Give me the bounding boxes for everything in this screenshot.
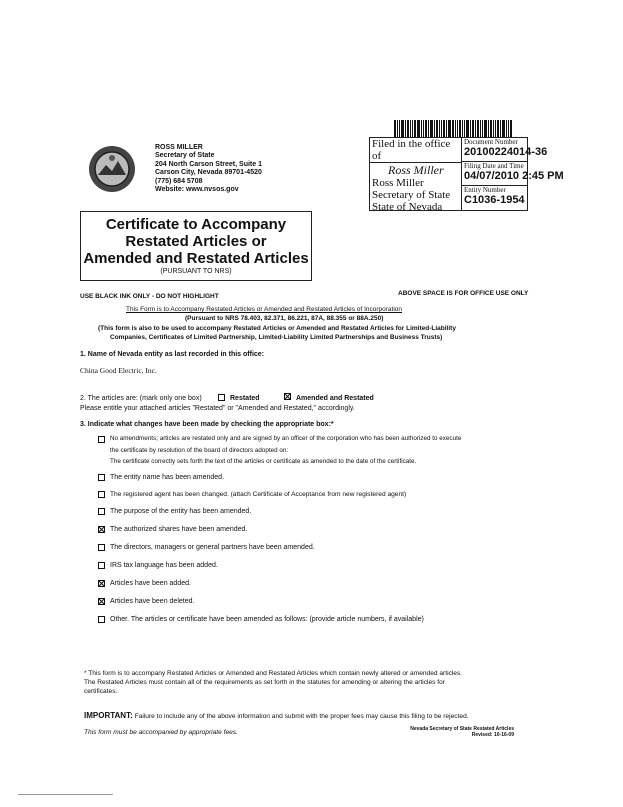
document-number-cell [462, 138, 548, 162]
registered-agent-checkbox[interactable] [98, 491, 105, 498]
change-option-label: The purpose of the entity has been amended. [110, 508, 252, 515]
header-line: 204 North Carson Street, Suite 1 [155, 160, 262, 168]
entity-name-value: China Good Electric, Inc. [80, 366, 157, 375]
form-title-line: Certificate to Accompany [105, 216, 287, 233]
entity-number: C1036-1954 [464, 194, 525, 206]
articles-deleted-checkbox[interactable] [98, 598, 105, 605]
change-option-label: Other. The articles or certificate have been amended as follows: (provide article numbers, if available) [110, 616, 424, 623]
document-number-label: Document Number [464, 138, 518, 146]
barcode [394, 120, 518, 138]
header-line: Website: www.nvsos.gov [155, 186, 239, 194]
official-line: State of Nevada [372, 201, 443, 213]
directors-amended-checkbox[interactable] [98, 544, 105, 551]
header-line: Carson City, Nevada 89701-4520 [155, 169, 262, 177]
page-rule [18, 794, 113, 795]
entity-number-cell [462, 186, 527, 209]
official-line: Ross Miller [372, 177, 424, 189]
change-option-label: Articles have been added. [110, 580, 191, 587]
signature: Ross Miller [388, 163, 444, 177]
change-option-label: IRS tax language has been added. [110, 562, 218, 569]
filing-date-cell [462, 162, 564, 186]
important-text: Failure to include any of the above information and submit with the proper fees may cause this filing to be rejected. [134, 713, 469, 720]
changes-label: 3. Indicate what changes have been made by checking the appropriate box:* [80, 421, 334, 428]
change-option-label: The authorized shares have been amended. [110, 526, 248, 533]
authorized-shares-checkbox[interactable] [98, 526, 105, 533]
form-title-line: Restated Articles or [125, 233, 267, 250]
intro-line: (Pursuant to NRS 78.403, 82.371, 86.221, 87A, 88.355 or 88A.250) [185, 315, 384, 322]
form-source: Nevada Secretary of State Restated Articles [410, 726, 514, 732]
office-use-notice: ABOVE SPACE IS FOR OFFICE USE ONLY [398, 290, 529, 297]
irs-language-checkbox[interactable] [98, 562, 105, 569]
filed-in-label: Filed in the office of [370, 138, 461, 163]
change-option-label: Articles have been deleted. [110, 598, 195, 605]
change-option-label: The directors, managers or general partners have been amended. [110, 544, 315, 551]
state-seal-icon [88, 145, 136, 193]
filing-office-cell [370, 138, 462, 213]
form-revision [404, 726, 514, 738]
restated-checkbox[interactable] [218, 394, 225, 401]
form-title-line: Amended and Restated Articles [83, 250, 309, 267]
official-line: Secretary of State [372, 189, 451, 201]
other-checkbox[interactable] [98, 616, 105, 623]
intro-line: Companies, Certificates of Limited Partnership, Limited-Liability Limited Partnerships and Business Trusts) [110, 334, 443, 341]
header-line: ROSS MILLER [155, 144, 203, 151]
form-subtitle: (PURSUANT TO NRS) [160, 268, 232, 275]
filing-numbers [462, 138, 564, 210]
secretary-of-state-header [155, 144, 262, 194]
entity-number-label: Entity Number [464, 186, 506, 194]
important-label: IMPORTANT: [84, 711, 133, 720]
articles-type-label: 2. The articles are: (mark only one box) [80, 395, 202, 402]
entity-name-amended-checkbox[interactable] [98, 474, 105, 481]
header-line: (775) 684 5708 [155, 177, 203, 185]
filing-date: 04/07/2010 2:45 PM [464, 170, 564, 182]
articles-added-checkbox[interactable] [98, 580, 105, 587]
change-option-label: The registered agent has been changed. (attach Certificate of Acceptance from new registered agent) [110, 491, 407, 498]
articles-type-note: Please entitle your attached articles "Restated" or "Amended and Restated," accordingly. [80, 405, 355, 412]
footnote-line: * This form is to accompany Restated Articles or Amended and Restated Articles which contain newly altered or amended articles. [84, 670, 463, 677]
fees-notice: This form must be accompanied by appropriate fees. [84, 729, 238, 736]
footnote-line: certificates. [84, 688, 118, 695]
no-amendments-text: No amendments; articles are restated only and are signed by an officer of the corporation who has been authorized to execute [110, 435, 462, 442]
purpose-amended-checkbox[interactable] [98, 508, 105, 515]
form-title-box [80, 211, 312, 281]
ink-notice: USE BLACK INK ONLY - DO NOT HIGHLIGHT [80, 293, 219, 300]
revision-date: Revised: 10-16-09 [471, 732, 514, 738]
intro-line: (This form is also to be used to accompany Restated Articles or Amended and Restated Articles for Limited-Liability [98, 325, 456, 332]
filing-stamp-box [369, 137, 564, 213]
amended-restated-label: Amended and Restated [296, 395, 374, 402]
footnote-line: The Restated Articles must contain all of the requirements as set forth in the statutes for amending or altering the articles for [84, 679, 446, 686]
intro-line: This Form is to Accompany Restated Articles or Amended and Restated Articles of Incorporation [126, 306, 403, 313]
amended-restated-checkbox[interactable] [284, 393, 291, 400]
important-notice [84, 711, 469, 721]
restated-label: Restated [230, 395, 260, 402]
no-amendments-text: The certificate correctly sets forth the text of the articles or certificate as amended to the date of the certificate. [110, 458, 417, 465]
document-number: 20100224014-36 [464, 146, 548, 158]
filing-date-label: Filing Date and Time [464, 162, 524, 170]
header-line: Secretary of State [155, 152, 215, 160]
no-amendments-checkbox[interactable] [98, 436, 105, 443]
change-option-label: The entity name has been amended. [110, 474, 225, 481]
entity-name-label: 1. Name of Nevada entity as last recorded in this office: [80, 351, 264, 358]
no-amendments-text: the certificate by resolution of the board of directors adopted on: [110, 447, 289, 454]
